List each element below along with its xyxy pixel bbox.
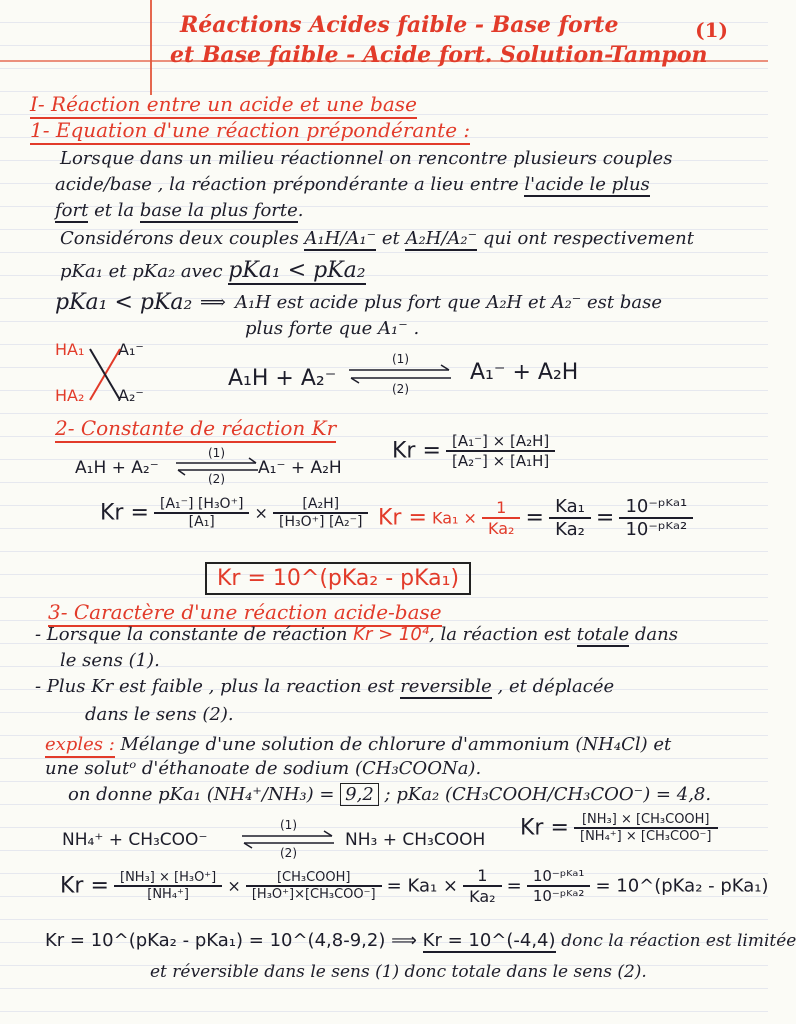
example-kr2-times: ×	[227, 876, 241, 896]
implication-text-1: A₁H est acide plus fort que A₂H et A₂⁻ est base	[235, 292, 662, 313]
example-reaction-right: NH₃ + CH₃COOH	[345, 830, 486, 850]
bullet-1-line-2: le sens (1).	[60, 650, 160, 671]
example-kr2-f4-num: 10⁻ᵖᴷᵃ¹	[527, 867, 591, 887]
example-label: exples :	[45, 734, 115, 758]
kr2-frac-1-den: [A₁]	[188, 514, 215, 530]
para-1-line-3b: et la	[88, 200, 140, 221]
reaction-2-left: A₁H + A₂⁻	[75, 458, 159, 478]
example-reaction-left: NH₄⁺ + CH₃COO⁻	[62, 830, 208, 850]
kr-ka-relation	[378, 496, 693, 540]
kr-label: Kr =	[392, 438, 441, 464]
bullet-1-totale: totale	[576, 624, 630, 645]
example-kr2-frac-1	[114, 870, 222, 902]
implication-arrow: ⟹	[200, 292, 226, 313]
kr3-ka-ratio-den: Ka₂	[555, 519, 585, 540]
para-2-line-2a: pKa₁ et pKa₂ avec	[60, 261, 229, 282]
couple-2: A₂H/A₂⁻	[405, 228, 478, 249]
reaction-1-left: A₁H + A₂⁻	[228, 366, 337, 391]
example-result-a: Kr = 10^(pKa₂ - pKa₁)	[45, 930, 244, 951]
acid-strongest: l'acide le plus	[524, 174, 650, 195]
title-line-2: et Base faible - Acide fort. Solution-Tampon	[170, 42, 708, 68]
couple-1: A₁H/A₁⁻	[304, 228, 377, 249]
arrow-2-backward-label: (2)	[208, 472, 225, 486]
example-l1: Mélange d'une solution de chlorure d'ammonium (NH₄Cl) et	[114, 734, 672, 755]
a1-label: A₁⁻	[118, 340, 144, 359]
example-kr2-f3-num: 1	[463, 866, 501, 887]
example-kr2-eq-1: = Ka₁ ×	[386, 875, 459, 897]
title-line-1: Réactions Acides faible - Base forte	[180, 12, 619, 38]
margin-line	[150, 0, 152, 95]
kr3-frac-den: Ka₂	[488, 519, 515, 538]
kr3-pow-den: 10⁻ᵖᴷᵃ²	[625, 519, 688, 540]
kr-definition	[392, 432, 555, 470]
implication-text-2: plus forte que A₁⁻ .	[245, 318, 420, 339]
kr3-ka1: Ka₁ ×	[432, 508, 477, 528]
kr3-frac-num: 1	[482, 498, 520, 519]
bullet-2c: , et déplacée	[491, 676, 615, 697]
example-kr2-f2-num: [CH₃COOH]	[246, 870, 382, 887]
example-conclusion: et réversible dans le sens (1) donc totale dans le sens (2).	[150, 962, 647, 982]
bullet-2-line-1	[35, 676, 614, 697]
kr2-label: Kr =	[100, 500, 149, 526]
para-2-line-1c: qui ont respectivement	[477, 228, 694, 249]
arrow-3-backward-label: (2)	[280, 846, 297, 860]
example-kr2-frac-2	[246, 870, 382, 902]
para-1-line-1: Lorsque dans un milieu réactionnel on rencontre plusieurs couples	[60, 148, 673, 169]
example-reaction-arrows	[238, 818, 338, 860]
example-kr-def	[520, 812, 718, 844]
kr3-frac	[482, 498, 520, 538]
example-line-1	[45, 734, 671, 755]
arrow-forward-label: (1)	[392, 352, 409, 366]
bullet-1a: - Lorsque la constante de réaction	[35, 624, 354, 645]
example-result-b: = 10^(4,8-9,2)	[248, 930, 386, 951]
para-1-line-3d: .	[297, 200, 304, 221]
kr3-pow-ratio	[619, 496, 693, 540]
reaction-1-right: A₁⁻ + A₂H	[470, 360, 579, 385]
reaction-1-arrows	[345, 352, 455, 396]
gamma-cross-icon	[88, 345, 124, 405]
a2-label: A₂⁻	[118, 386, 144, 405]
bullet-1-line-1	[35, 624, 678, 645]
pka-condition: pKa₁ < pKa₂	[228, 258, 366, 283]
example-l3b: ; pKa₂ (CH₃COOH/CH₃COO⁻) = 4,8.	[378, 784, 712, 805]
kr3-eq-2: =	[595, 505, 615, 531]
kr-expanded	[100, 496, 368, 530]
reaction-2-right: A₁⁻ + A₂H	[258, 458, 342, 478]
kr3-label: Kr =	[378, 505, 427, 531]
example-kr-expanded	[60, 866, 769, 906]
para-2-line-1a: Considérons deux couples	[60, 228, 305, 249]
kr3-pow-num: 10⁻ᵖᴷᵃ¹	[619, 496, 693, 519]
ha1-label: HA₁	[55, 340, 85, 359]
example-result-d: donc la réaction est limitée	[561, 931, 796, 951]
example-kr2-f1-num: [NH₃] × [H₃O⁺]	[114, 870, 222, 887]
example-kr2-eq-2: =	[506, 875, 522, 897]
para-1-line-2	[55, 174, 650, 195]
kr3-ka-ratio-num: Ka₁	[549, 496, 591, 519]
para-2-line-1	[60, 228, 694, 249]
kr-fraction	[446, 432, 555, 470]
section-1-heading: I- Réaction entre un acide et une base	[30, 92, 417, 119]
example-kr-den: [NH₄⁺] × [CH₃COO⁻]	[580, 829, 712, 844]
example-line-3	[68, 784, 711, 805]
bullet-2-reversible: reversible	[400, 676, 492, 697]
bullet-1d: dans	[629, 624, 678, 645]
arrow-backward-label: (2)	[392, 382, 409, 396]
para-2-line-1b: et	[376, 228, 406, 249]
example-kr-label: Kr =	[520, 815, 569, 841]
para-1-line-3	[55, 200, 304, 221]
base-strongest: base la plus forte	[139, 200, 298, 221]
example-kr2-f1-den: [NH₄⁺]	[147, 887, 189, 902]
para-2-line-2	[60, 258, 366, 283]
kr-numerator: [A₁⁻] × [A₂H]	[446, 432, 555, 452]
kr2-frac-2	[273, 496, 368, 530]
example-result-kr: Kr = 10^(-4,4)	[422, 930, 556, 951]
bullet-2-line-2: dans le sens (2).	[85, 704, 234, 725]
subsection-1-heading: 1- Equation d'une réaction prépondérante :	[30, 118, 470, 145]
example-kr2-f3-den: Ka₂	[469, 887, 496, 906]
example-kr2-label: Kr =	[60, 873, 109, 899]
kr2-frac-1-num: [A₁⁻] [H₃O⁺]	[154, 496, 249, 514]
bullet-1b: , la réaction est	[429, 624, 577, 645]
kr3-ka-ratio	[549, 496, 591, 540]
example-kr2-frac-3	[463, 866, 501, 906]
reaction-2-arrows	[172, 446, 262, 486]
page-number: (1)	[695, 18, 728, 42]
example-result-line	[45, 930, 796, 951]
example-kr2-f4-den: 10⁻ᵖᴷᵃ²	[532, 887, 585, 905]
implication-left: pKa₁ < pKa₂	[55, 290, 193, 315]
arrow-3-forward-label: (1)	[280, 818, 297, 832]
kr2-frac-1	[154, 496, 249, 530]
example-l3a: on donne pKa₁ (NH₄⁺/NH₃) =	[68, 784, 341, 805]
example-line-2: une solutᵒ d'éthanoate de sodium (CH₃COONa).	[45, 758, 482, 779]
para-1-line-2a: acide/base , la réaction prépondérante a lieu entre	[55, 174, 525, 195]
kr-denominator: [A₂⁻] × [A₁H]	[452, 452, 550, 470]
fort-word: fort	[55, 200, 89, 221]
example-result-arrow: ⟹	[391, 930, 417, 951]
kr2-times: ×	[254, 503, 268, 523]
bullet-2a: - Plus Kr est faible , plus la reaction est	[35, 676, 401, 697]
kr3-eq-1: =	[525, 505, 544, 531]
example-kr2-frac-4	[527, 867, 591, 905]
arrow-2-forward-label: (1)	[208, 446, 225, 460]
example-pka1-value: 9,2	[340, 783, 379, 806]
kr2-frac-2-num: [A₂H]	[273, 496, 368, 514]
bullet-1-kr: Kr > 10⁴	[353, 624, 430, 645]
example-kr-num: [NH₃] × [CH₃COOH]	[574, 812, 718, 829]
example-kr-frac	[574, 812, 718, 844]
section-2-heading: 2- Constante de réaction Kr	[55, 416, 336, 443]
example-kr2-eq-3: = 10^(pKa₂ - pKa₁)	[595, 875, 769, 897]
section-3-heading: 3- Caractère d'une réaction acide-base	[48, 600, 442, 627]
example-kr2-f2-den: [H₃O⁺]×[CH₃COO⁻]	[251, 887, 376, 902]
ha2-label: HA₂	[55, 386, 85, 405]
kr2-frac-2-den: [H₃O⁺] [A₂⁻]	[279, 514, 363, 530]
kr-boxed-formula: Kr = 10^(pKa₂ - pKa₁)	[205, 562, 471, 595]
